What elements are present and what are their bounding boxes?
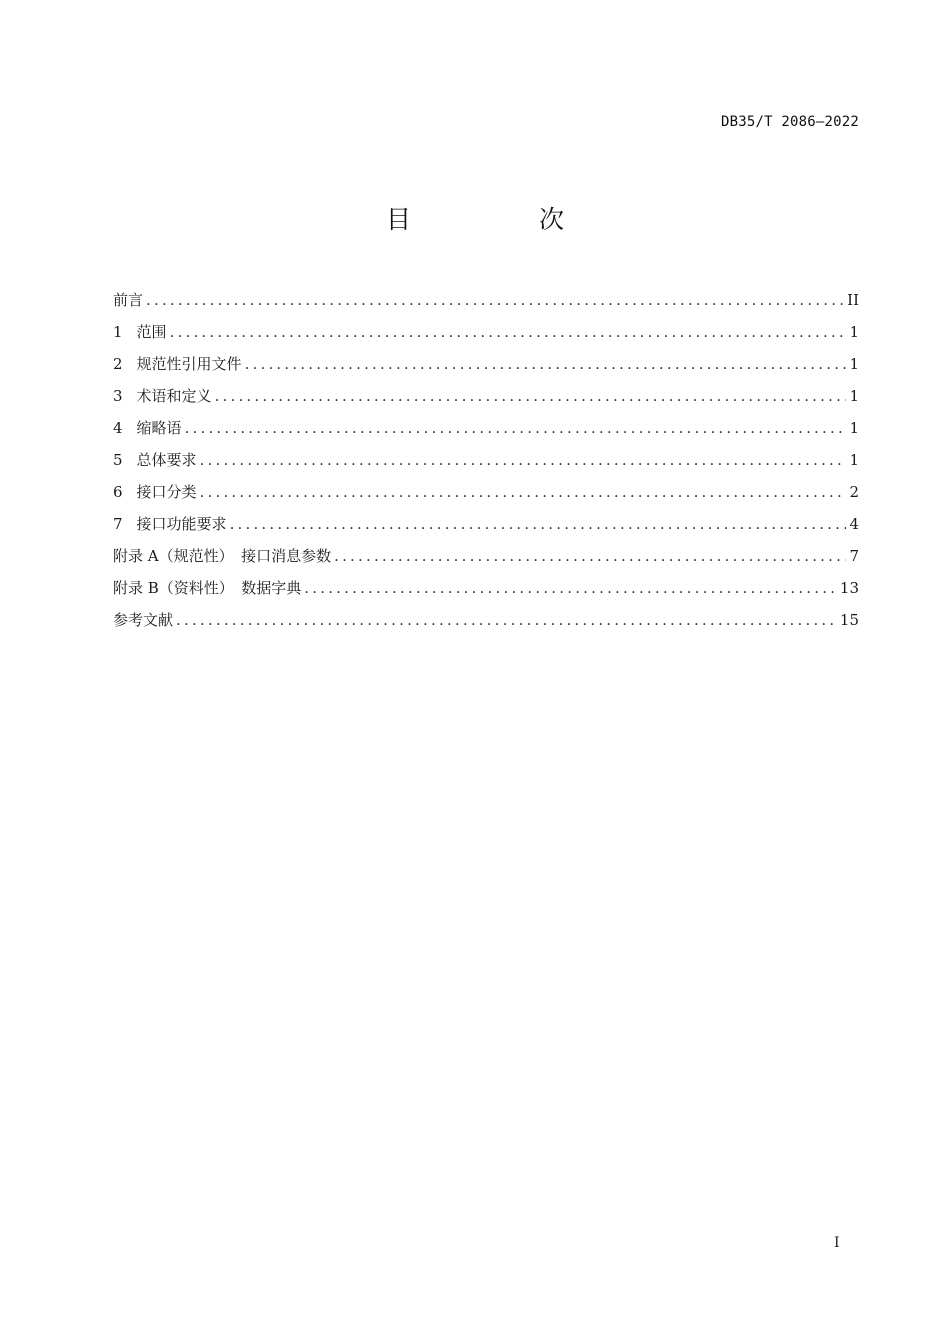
toc-entry-bibliography[interactable] (113, 604, 859, 636)
toc-entry-text: 接口功能要求 (136, 515, 227, 533)
toc-leader-dots (170, 316, 847, 348)
toc-entry-number: 4 (113, 419, 123, 437)
toc-leader-dots (304, 572, 837, 604)
toc-leader-dots (334, 540, 846, 572)
toc-leader-dots (215, 380, 847, 412)
toc-entry-number: 2 (113, 355, 123, 373)
toc-entry-page: 7 (849, 547, 859, 565)
document-code: DB35/T 2086—2022 (720, 114, 859, 130)
toc-entry-text: 前言 (113, 291, 144, 309)
toc-entry-page: II (847, 291, 859, 309)
toc-entry-page: 1 (849, 419, 859, 437)
toc-entry-appendix-a[interactable] (113, 540, 859, 572)
toc-entry-page: 1 (849, 387, 859, 405)
toc-entry-number: 7 (113, 515, 123, 533)
toc-title: 目 次 (386, 205, 624, 234)
toc-entry-text: 术语和定义 (136, 387, 212, 405)
toc-entry-appendix-b[interactable] (113, 572, 859, 604)
toc-entry-terms-definitions[interactable] (113, 380, 859, 412)
toc-entry-normative-references[interactable] (113, 348, 859, 380)
table-of-contents (113, 284, 859, 636)
toc-entry-text: 总体要求 (136, 451, 197, 469)
toc-entry-text: 规范性引用文件 (136, 355, 242, 373)
toc-entry-interface-function-requirements[interactable] (113, 508, 859, 540)
toc-entry-page: 15 (839, 611, 859, 629)
toc-leader-dots (185, 412, 847, 444)
toc-entry-text: 范围 (136, 323, 167, 341)
toc-entry-scope[interactable] (113, 316, 859, 348)
toc-entry-page: 1 (849, 323, 859, 341)
toc-entry-page: 1 (849, 451, 859, 469)
toc-leader-dots (146, 284, 844, 316)
toc-entry-page: 4 (849, 515, 859, 533)
toc-leader-dots (200, 444, 847, 476)
toc-entry-page: 13 (839, 579, 859, 597)
toc-entry-text: 附录 B（资料性） 数据字典 (113, 579, 302, 597)
toc-entry-text: 附录 A（规范性） 接口消息参数 (113, 547, 332, 565)
toc-leader-dots (230, 508, 847, 540)
toc-entry-text: 接口分类 (136, 483, 197, 501)
toc-entry-text: 缩略语 (136, 419, 182, 437)
toc-entry-number: 6 (113, 483, 123, 501)
toc-entry-abbreviations[interactable] (113, 412, 859, 444)
toc-leader-dots (200, 476, 847, 508)
toc-entry-foreword[interactable] (113, 284, 859, 316)
toc-entry-number: 1 (113, 323, 123, 341)
toc-entry-text: 参考文献 (113, 611, 174, 629)
toc-entry-number: 3 (113, 387, 123, 405)
toc-leader-dots (245, 348, 847, 380)
toc-entry-page: 2 (849, 483, 859, 501)
page-number: I (834, 1235, 840, 1251)
toc-entry-general-requirements[interactable] (113, 444, 859, 476)
toc-entry-page: 1 (849, 355, 859, 373)
toc-entry-interface-classification[interactable] (113, 476, 859, 508)
toc-leader-dots (176, 604, 837, 636)
toc-entry-number: 5 (113, 451, 123, 469)
